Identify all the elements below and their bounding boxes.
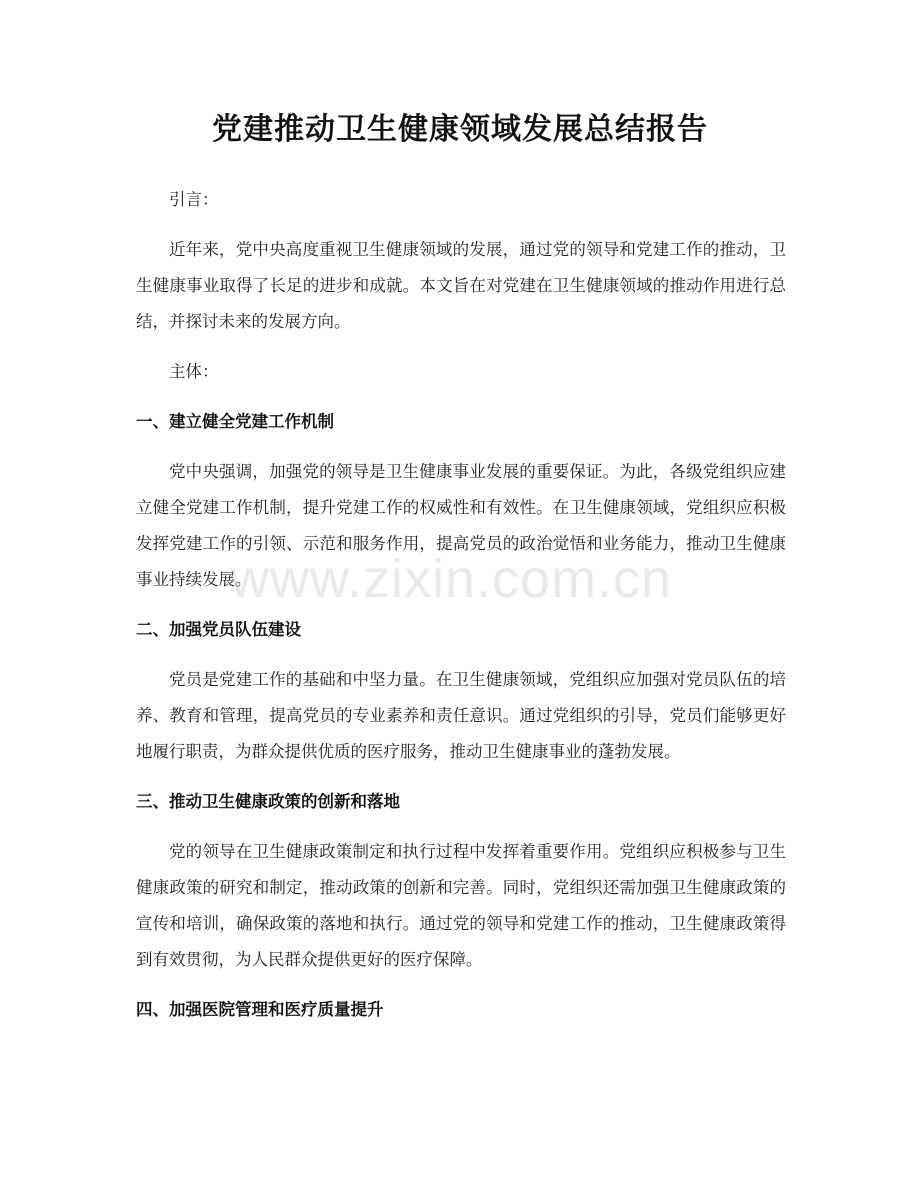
body-label: 主体： — [169, 362, 219, 381]
section-paragraph-3: 党的领导在卫生健康政策制定和执行过程中发挥着重要作用。党组织应积极参与卫生健康政策的研究和制定，推动政策的创新和完善。同时，党组织还需加强卫生健康政策的宣传和培训，确保政策的落地和执行。通过党的领导和党建工作的推动，卫生健康政策得到有效贯彻，为人民群众提供更好的医疗保障。 — [136, 842, 786, 969]
intro-label: 引言： — [169, 190, 219, 209]
section-heading-1: 一、建立健全党建工作机制 — [136, 412, 334, 431]
section-heading-4: 四、加强医院管理和医疗质量提升 — [136, 1000, 384, 1019]
section-heading-2: 二、加强党员队伍建设 — [136, 620, 301, 639]
section-heading-3: 三、推动卫生健康政策的创新和落地 — [136, 792, 400, 811]
document-title: 党建推动卫生健康领域发展总结报告 — [212, 112, 708, 147]
document-body — [136, 182, 786, 1028]
section-paragraph-2: 党员是党建工作的基础和中坚力量。在卫生健康领域，党组织应加强对党员队伍的培养、教育和管理，提高党员的专业素养和责任意识。通过党组织的引导，党员们能够更好地履行职责，为群众提供优质的医疗服务，推动卫生健康事业的蓬勃发展。 — [136, 670, 786, 761]
intro-paragraph: 近年来，党中央高度重视卫生健康领域的发展，通过党的领导和党建工作的推动，卫生健康事业取得了长足的进步和成就。本文旨在对党建在卫生健康领域的推动作用进行总结，并探讨未来的发展方向。 — [136, 240, 786, 331]
watermark: www.zixin.com.cn — [230, 549, 673, 609]
section-paragraph-1: 党中央强调，加强党的领导是卫生健康事业发展的重要保证。为此，各级党组织应建立健全党建工作机制，提升党建工作的权威性和有效性。在卫生健康领域，党组织应积极发挥党建工作的引领、示范和服务作用，提高党员的政治觉悟和业务能力，推动卫生健康事业持续发展。 — [136, 462, 786, 589]
